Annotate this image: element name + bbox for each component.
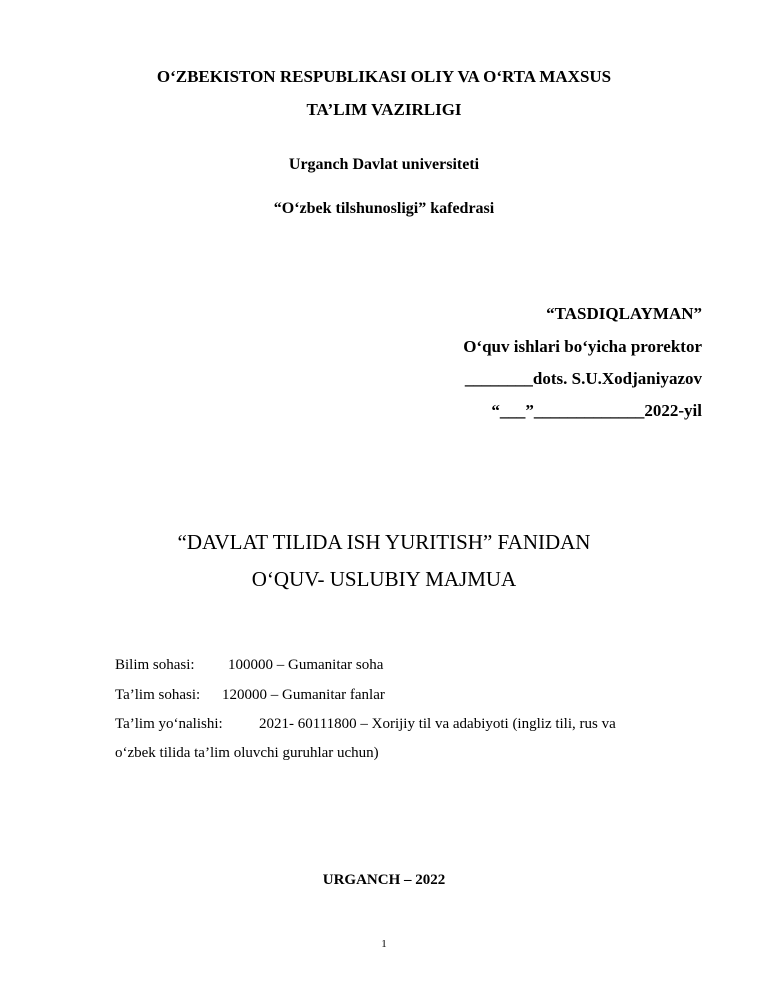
university-name: Urganch Davlat universiteti (288, 156, 480, 173)
city-year: URGANCH – 2022 (322, 872, 446, 888)
bilim-value: 100000 – Gumanitar soha (228, 657, 384, 673)
bilim-row (115, 657, 383, 674)
department-name: “O‘zbek tilshunosligi” kafedrasi (273, 200, 495, 217)
yonalish-value: 2021- 60111800 – Xorijiy til va adabiyoti (ingliz tili, rus va (259, 716, 616, 732)
page-number: 1 (381, 938, 387, 950)
title-line-1: “DAVLAT TILIDA ISH YURITISH” FANIDAN (177, 530, 591, 554)
yonalish-label: Ta’lim yo‘nalishi: (115, 716, 223, 732)
approval-heading: “TASDIQLAYMAN” (546, 304, 702, 323)
ministry-line-2: TA’LIM VAZIRLIGI (306, 100, 462, 119)
talim-row (115, 687, 385, 704)
talim-value: 120000 – Gumanitar fanlar (222, 687, 385, 703)
approval-position: O‘quv ishlari bo‘yicha prorektor (463, 337, 702, 356)
ministry-line-1: O‘ZBEKISTON RESPUBLIKASI OLIY VA O‘RTA MAXSUS (156, 67, 612, 86)
yonalish-row (115, 716, 616, 733)
bilim-label: Bilim sohasi: (115, 657, 195, 673)
approval-date: “___”_____________2022-yil (491, 401, 702, 420)
approval-signature: ________dots. S.U.Xodjaniyazov (464, 369, 702, 388)
title-line-2: O‘QUV- USLUBIY MAJMUA (251, 567, 517, 591)
yonalish-continuation: o‘zbek tilida ta’lim oluvchi guruhlar uchun) (115, 745, 379, 761)
talim-label: Ta’lim sohasi: (115, 687, 201, 703)
